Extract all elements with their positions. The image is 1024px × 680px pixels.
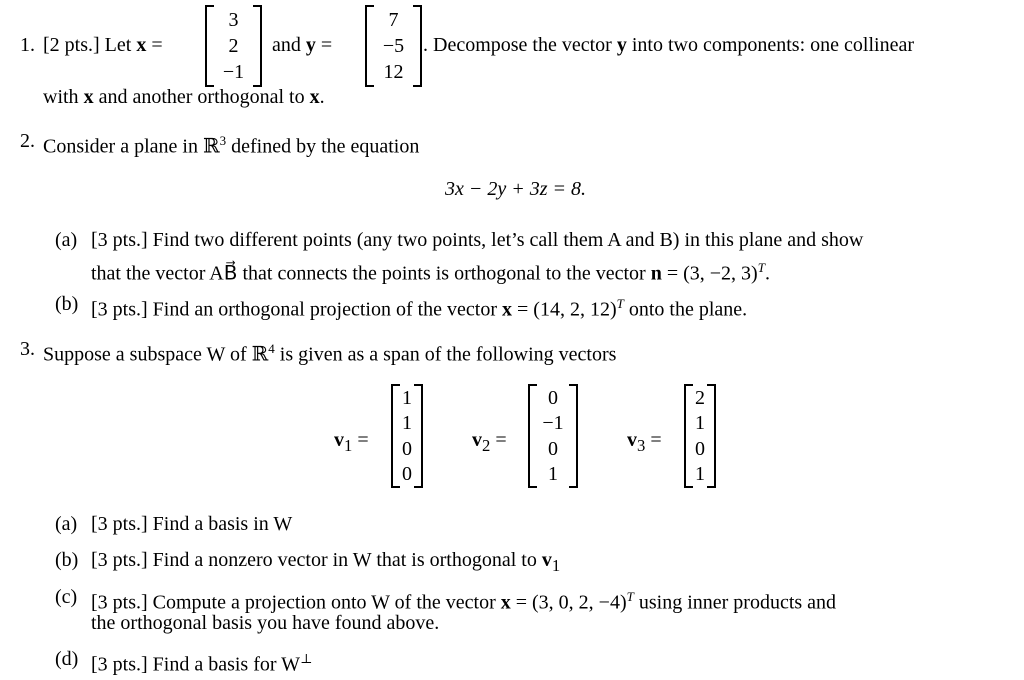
superscript: 3 [219, 133, 227, 148]
vector-v-symbol: v [541, 549, 552, 571]
matrix-cell: 1 [695, 412, 705, 435]
problem-2a-label: (a) [55, 229, 78, 251]
problem-3b-label: (b) [55, 549, 79, 571]
problem-3-number: 3. [20, 338, 35, 360]
text: [3 pts.] Find an orthogonal projection of the vector [91, 298, 498, 321]
problem-3b-text [91, 548, 560, 578]
matrix-cell: 1 [548, 462, 558, 485]
matrix-cell: −1 [222, 61, 245, 83]
problem-2b-label: (b) [55, 293, 79, 315]
text: with [43, 86, 79, 108]
and-text: and [272, 34, 301, 56]
equals: = [495, 429, 507, 451]
subscript: 1 [344, 436, 353, 455]
matrix-cell: 1 [695, 462, 705, 485]
v2-label [472, 428, 507, 458]
equals: = [357, 429, 369, 451]
matrix-cell: 0 [548, 386, 558, 409]
text: defined by the equation [231, 135, 420, 158]
matrix-y [365, 5, 422, 87]
matrix-v2 [528, 384, 578, 488]
matrix-cell: 2 [695, 386, 705, 409]
matrix-v3 [684, 384, 716, 488]
matrix-v1 [391, 384, 423, 488]
matrix-cell: −5 [382, 35, 405, 57]
matrix-x [205, 5, 262, 87]
matrix-cell: 0 [548, 437, 558, 460]
problem-3a-label: (a) [55, 513, 78, 535]
matrix-cell: 2 [228, 35, 239, 57]
text: Suppose a subspace W of ℝ [43, 343, 269, 366]
problem-3-intro [43, 337, 616, 367]
problem-3a-text: [3 pts.] Find a basis in W [91, 513, 293, 535]
text: v [627, 429, 637, 451]
equals: = [151, 34, 163, 56]
text: using inner products and [638, 591, 837, 614]
normal-vector-symbol: n [650, 262, 662, 285]
text: [3 pts.] Find a nonzero vector in W that is orthogonal to [91, 549, 537, 571]
equals: = [320, 34, 333, 56]
text: and another orthogonal to [98, 86, 305, 108]
transpose: T [626, 589, 634, 604]
text: . [764, 262, 770, 285]
text: [3 pts.] Find a basis for W [91, 653, 301, 676]
problem-3c-line2: the orthogonal basis you have found above. [91, 612, 440, 634]
text: that the vector AB⃗ that connects the points is orthogonal to the vector [91, 262, 646, 285]
problem-3d-label: (d) [55, 648, 79, 670]
transpose: T [616, 296, 624, 311]
vector-x-symbol: x [502, 298, 513, 321]
subscript: 1 [551, 556, 561, 575]
text: onto the plane. [628, 298, 748, 321]
subscript: 2 [482, 436, 491, 455]
matrix-cell: −1 [542, 412, 564, 435]
problem-1-line1c [423, 33, 914, 57]
text: . Decompose the vector [423, 34, 612, 56]
matrix-cell: 0 [695, 437, 705, 460]
problem-2a-line2 [91, 256, 770, 286]
equals: = [650, 429, 662, 451]
plane-equation: 3x − 2y + 3z = 8. [445, 178, 587, 200]
vector-x-symbol: x [83, 86, 94, 108]
v3-label [627, 428, 662, 458]
superscript: ⊥ [300, 651, 313, 666]
text: = (3, −2, 3) [666, 262, 758, 285]
matrix-cell: 3 [228, 9, 239, 31]
problem-1-number: 1. [20, 34, 35, 56]
matrix-cell: 0 [402, 462, 412, 485]
vector-x-symbol: x [500, 591, 511, 614]
problem-2-intro [43, 129, 419, 159]
problem-3d-text [91, 647, 312, 677]
vector-x-symbol: x [309, 86, 320, 108]
superscript: 4 [268, 341, 275, 356]
vector-x-symbol: x [136, 34, 147, 56]
text: = (3, 0, 2, −4) [515, 591, 627, 614]
text: . [319, 86, 325, 108]
matrix-cell: 0 [402, 437, 412, 460]
problem-2a-line1: [3 pts.] Find two different points (any two points, let’s call them A and B) in this plane and show [91, 229, 864, 251]
text: v [472, 429, 482, 451]
matrix-cell: 1 [402, 412, 412, 435]
vector-y-symbol: y [305, 34, 316, 56]
text: is given as a span of the following vectors [279, 343, 617, 366]
subscript: 3 [637, 436, 646, 455]
problem-1-points: [2 pts.] Let [43, 34, 132, 56]
transpose: T [757, 260, 765, 275]
text: = (14, 2, 12) [517, 298, 617, 321]
problem-1-line2 [43, 85, 325, 109]
matrix-cell: 7 [388, 9, 399, 31]
problem-3c-label: (c) [55, 586, 78, 608]
problem-2b-text [91, 292, 747, 322]
problem-1-line1a [43, 33, 163, 57]
vector-y-symbol: y [616, 34, 627, 56]
problem-2-number: 2. [20, 130, 35, 152]
text: [3 pts.] Compute a projection onto W of the vector [91, 591, 496, 614]
text: v [334, 429, 344, 451]
v1-label [334, 428, 369, 458]
matrix-cell: 1 [402, 386, 412, 409]
text: into two components: one collinear [631, 34, 914, 56]
text: Consider a plane in ℝ [43, 135, 220, 158]
problem-1-line1b [272, 33, 332, 57]
matrix-cell: 12 [383, 61, 404, 83]
